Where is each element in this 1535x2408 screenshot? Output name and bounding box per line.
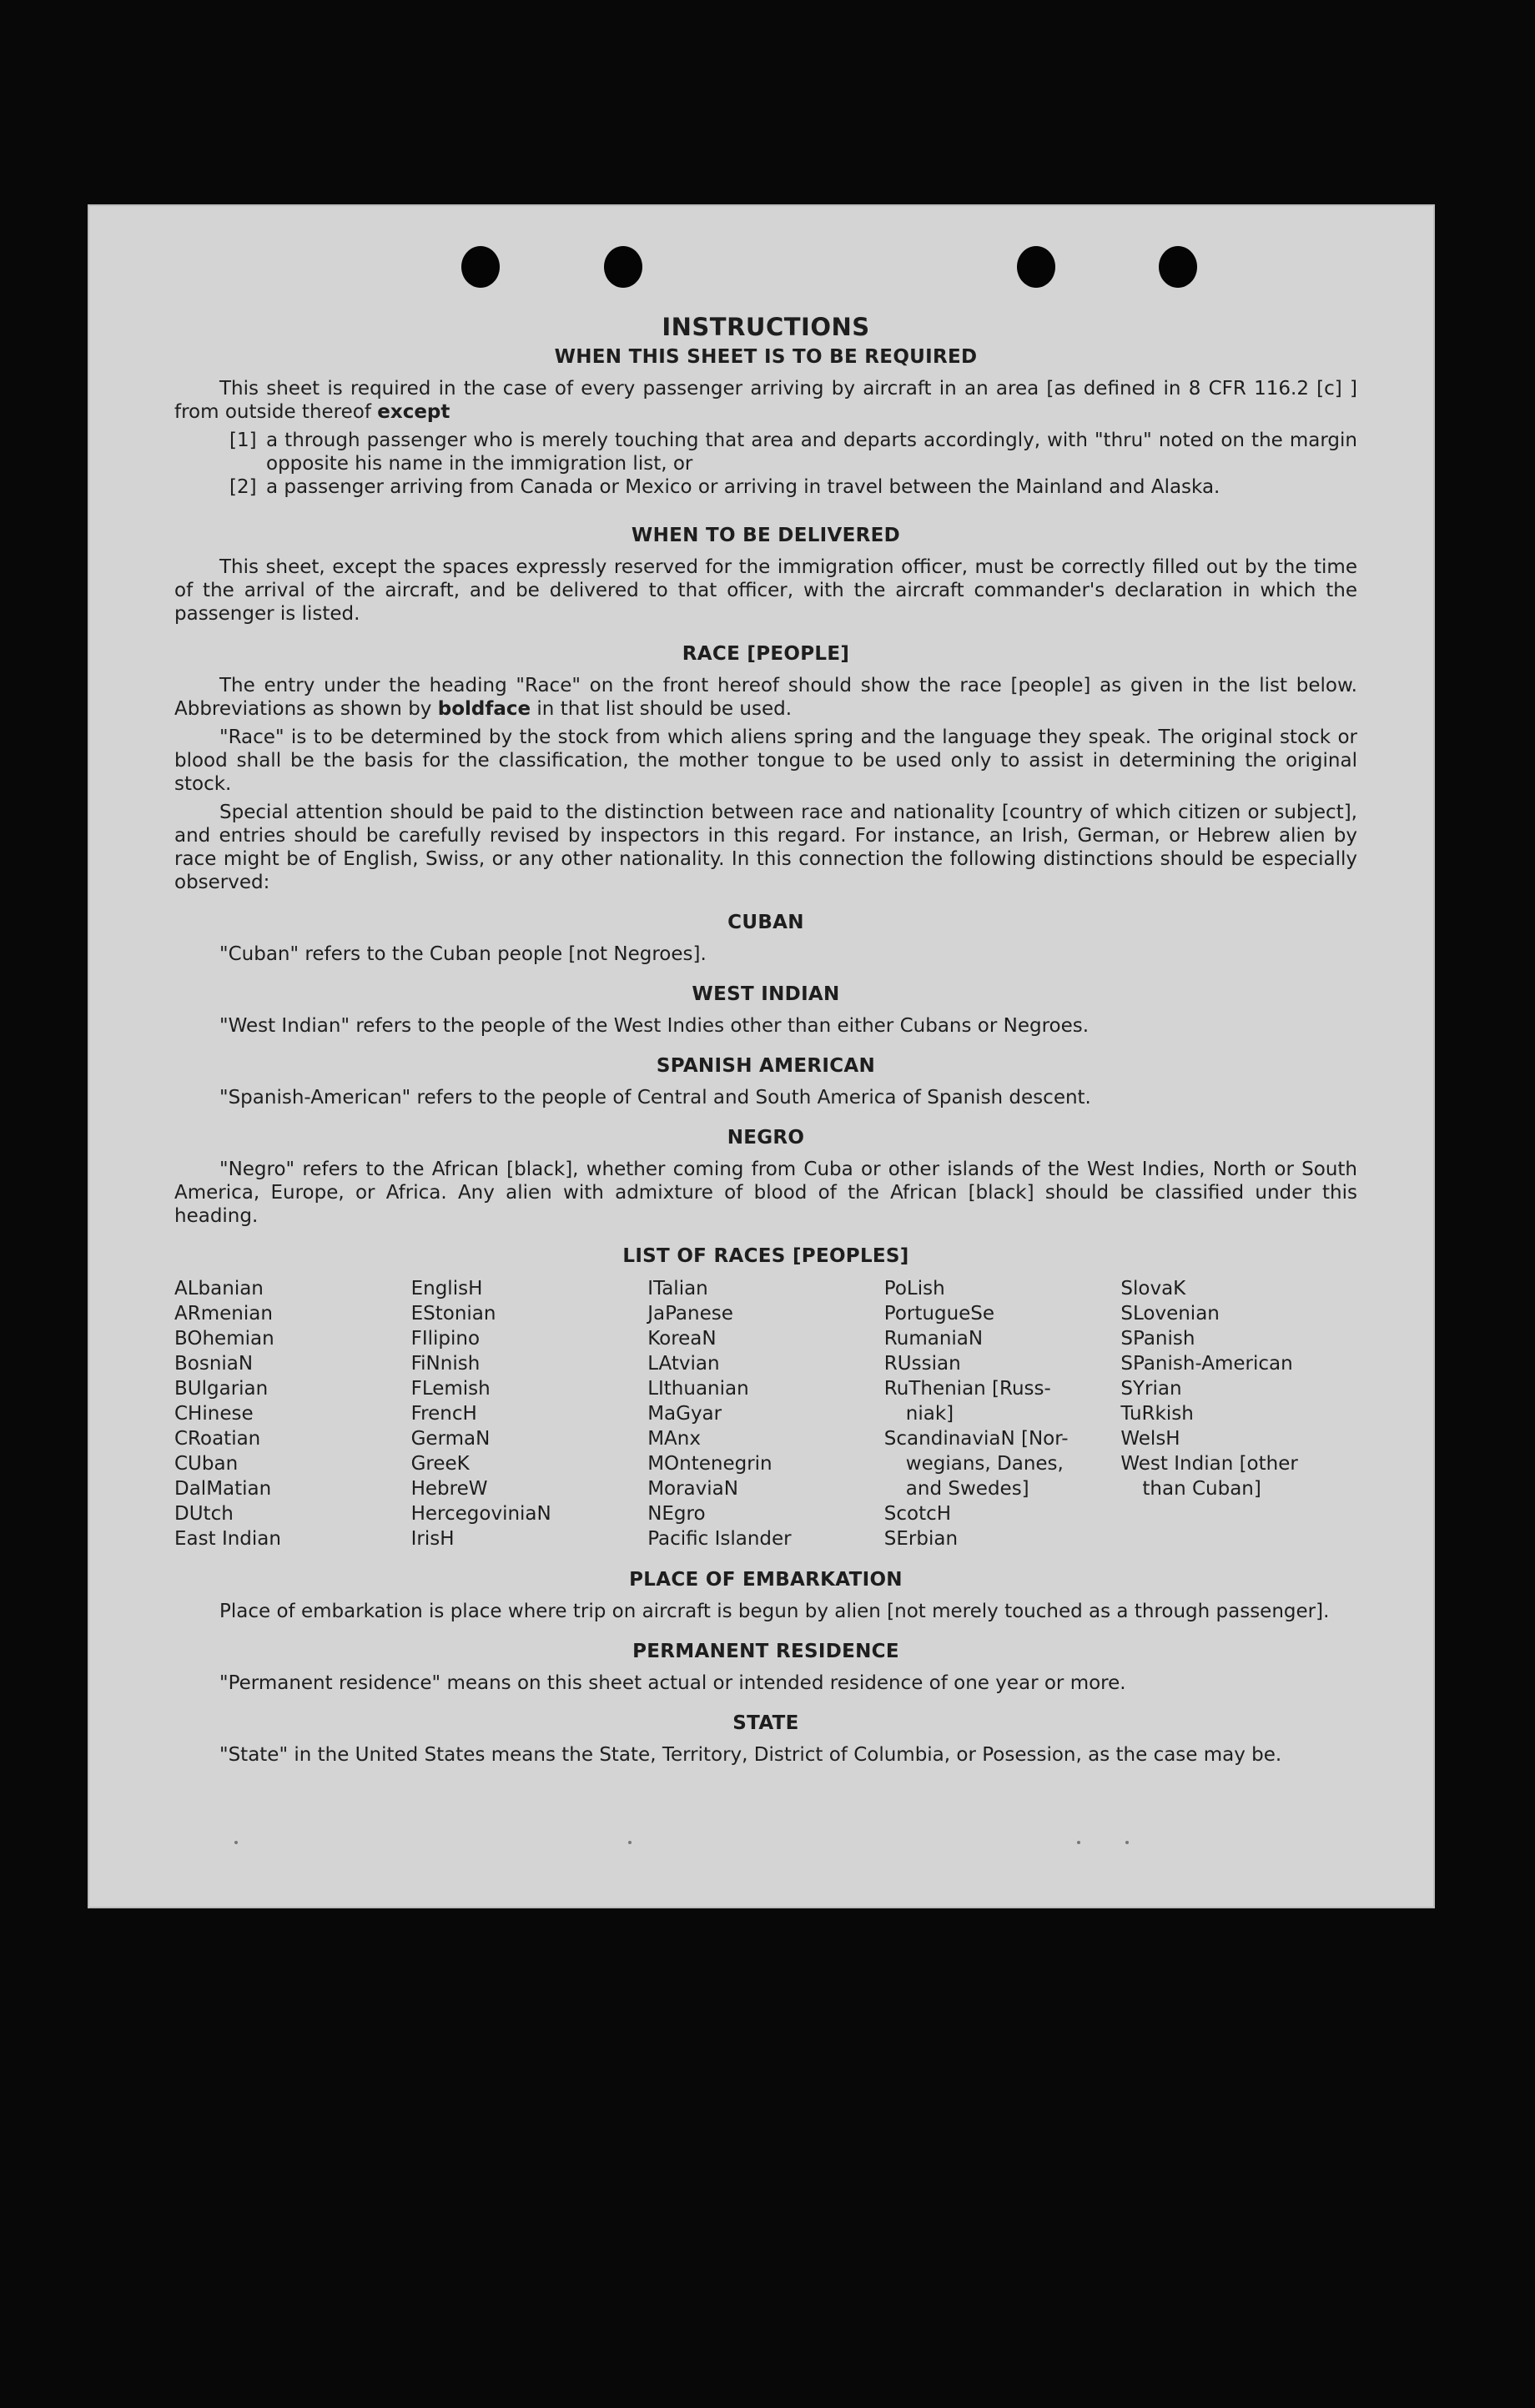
embarkation-text: Place of embarkation is place where trip on aircraft is begun by alien [not merely touched as a through passenger]. — [219, 1601, 1330, 1622]
race-item: DalMatian — [174, 1478, 272, 1500]
race-item: IrisH — [410, 1528, 455, 1550]
section-heading-list-of-races: LIST OF RACES [PEOPLES] — [622, 1245, 909, 1267]
race-item: CUban — [174, 1453, 239, 1475]
cuban-text: "Cuban" refers to the Cuban people [not Negroes]. — [219, 943, 707, 965]
section-heading-negro: NEGRO — [727, 1127, 805, 1149]
race-item: DUtch — [174, 1503, 234, 1525]
section-heading-when-required: WHEN THIS SHEET IS TO BE REQUIRED — [554, 346, 978, 368]
instructions-body — [174, 315, 1357, 1772]
race-item: WelsH — [1120, 1428, 1180, 1450]
race-column — [411, 1276, 648, 1551]
race-item: wegians, Danes, — [905, 1453, 1064, 1475]
section-heading-spanish-american: SPANISH AMERICAN — [656, 1055, 876, 1077]
section-heading-cuban: CUBAN — [727, 912, 804, 933]
race-item: MAnx — [647, 1428, 701, 1450]
race-item: East Indian — [174, 1528, 281, 1550]
race-item: ITalian — [647, 1278, 708, 1300]
race-item: HebreW — [410, 1478, 488, 1500]
race-item: SLovenian — [1120, 1303, 1220, 1325]
race-item: LAtvian — [647, 1353, 720, 1375]
section-heading-state: STATE — [732, 1712, 799, 1734]
document-page — [88, 204, 1435, 1908]
scan-speck — [234, 1841, 238, 1844]
race-item: SPanish — [1120, 1328, 1195, 1350]
race-item: FLemish — [410, 1378, 491, 1400]
race-item: ScotcH — [883, 1503, 952, 1525]
race-item: JaPanese — [647, 1303, 733, 1325]
race-column — [647, 1276, 884, 1551]
punch-hole — [604, 246, 642, 288]
race-item: BUlgarian — [174, 1378, 269, 1400]
race-item: EStonian — [410, 1303, 496, 1325]
except-label: except — [377, 401, 450, 423]
scan-speck — [1077, 1841, 1080, 1844]
race-item: EnglisH — [410, 1278, 483, 1300]
section-heading-race: RACE [PEOPLE] — [682, 643, 850, 665]
race-paragraph-3: Special attention should be paid to the distinction between race and nationality [country of which citizen or subject], and entries should be carefully revised by inspectors in this regard. For instance, an Irish, German, or Hebrew alien by race might be of English, Swiss, or any other nationality. In this connection the following distinctions should be especially observed: — [174, 802, 1357, 893]
race-column — [1120, 1276, 1357, 1551]
race-item: SlovaK — [1120, 1278, 1186, 1300]
when-delivered-text: This sheet, except the spaces expressly reserved for the immigration officer, must be correctly filled out by the time of the arrival of the aircraft, and be delivered to that officer, with the aircraft commander's declaration in which the passenger is listed. — [174, 556, 1357, 625]
scan-speck — [628, 1841, 632, 1844]
race-paragraph-2: "Race" is to be determined by the stock from which aliens spring and the language they speak. The original stock or blood shall be the basis for the classification, the mother tongue to be used only to assist in determining the original stock. — [174, 726, 1357, 795]
race-item: and Swedes] — [905, 1478, 1029, 1500]
punch-hole — [461, 246, 500, 288]
race-item: RumaniaN — [883, 1328, 984, 1350]
west-indian-text: "West Indian" refers to the people of the West Indies other than either Cubans or Negroes. — [219, 1015, 1090, 1037]
race-item: HercegoviniaN — [410, 1503, 551, 1525]
race-item: Pacific Islander — [647, 1528, 792, 1550]
exception-item: [2] a passenger arriving from Canada or Mexico or arriving in travel between the Mainland and Alaska. — [229, 476, 1220, 498]
race-item: NEgro — [647, 1503, 706, 1525]
residence-text: "Permanent residence" means on this sheet actual or intended residence of one year or more. — [219, 1672, 1126, 1694]
race-item: niak] — [905, 1403, 954, 1425]
state-text: "State" in the United States means the State, Territory, District of Columbia, or Posession, as the case may be. — [219, 1744, 1282, 1766]
race-item: KoreaN — [647, 1328, 717, 1350]
race-item: TuRkish — [1120, 1403, 1194, 1425]
race-item: SErbian — [883, 1528, 959, 1550]
race-item: RuThenian [Russ- — [883, 1378, 1051, 1400]
spanish-american-text: "Spanish-American" refers to the people of Central and South America of Spanish descent. — [219, 1087, 1091, 1108]
scan-speck — [1125, 1841, 1129, 1844]
race-item: FrencH — [410, 1403, 477, 1425]
race-column — [174, 1276, 411, 1551]
page-title: INSTRUCTIONS — [662, 313, 870, 341]
race-item: than Cuban] — [1142, 1478, 1261, 1500]
race-item: MOntenegrin — [647, 1453, 773, 1475]
race-paragraph-1: The entry under the heading "Race" on the front hereof should show the race [people] as given in the list below. Abbreviations as shown by boldface in that list should be used. — [174, 675, 1357, 720]
section-heading-embarkation: PLACE OF EMBARKATION — [629, 1569, 903, 1591]
race-column — [884, 1276, 1121, 1551]
race-item: GreeK — [410, 1453, 470, 1475]
exception-item: [1] a through passenger who is merely touching that area and departs accordingly, with "thru" noted on the margin opposite his name in the immigration list, or — [229, 430, 1357, 475]
race-item: West Indian [other — [1120, 1453, 1298, 1475]
race-item: CHinese — [174, 1403, 254, 1425]
race-item: LIthuanian — [647, 1378, 749, 1400]
punch-hole — [1017, 246, 1055, 288]
race-item: MoraviaN — [647, 1478, 738, 1500]
race-item: FiNnish — [410, 1353, 481, 1375]
punch-hole — [1159, 246, 1197, 288]
race-list — [174, 1276, 1357, 1551]
race-item: MaGyar — [647, 1403, 722, 1425]
race-item: BOhemian — [174, 1328, 274, 1350]
when-required-intro: This sheet is required in the case of every passenger arriving by aircraft in an area [as defined in 8 CFR 116.2 [c] ] from outside thereof except — [174, 378, 1357, 423]
race-item: FIlipino — [410, 1328, 481, 1350]
section-heading-permanent-residence: PERMANENT RESIDENCE — [632, 1641, 899, 1662]
race-item: ScandinaviaN [Nor- — [883, 1428, 1069, 1450]
race-item: PortugueSe — [883, 1303, 995, 1325]
race-item: RUssian — [883, 1353, 961, 1375]
race-item: ALbanian — [174, 1278, 264, 1300]
section-heading-when-delivered: WHEN TO BE DELIVERED — [631, 525, 901, 546]
negro-text: "Negro" refers to the African [black], whether coming from Cuba or other islands of the West Indies, North or South America, Europe, or Africa. Any alien with admixture of blood of the African [black] should be classified under this heading. — [174, 1159, 1357, 1227]
race-item: SYrian — [1120, 1378, 1182, 1400]
race-item: SPanish-American — [1120, 1353, 1293, 1375]
race-item: GermaN — [410, 1428, 491, 1450]
race-item: BosniaN — [174, 1353, 254, 1375]
section-heading-west-indian: WEST INDIAN — [692, 983, 840, 1005]
race-item: ARmenian — [174, 1303, 273, 1325]
race-item: PoLish — [883, 1278, 945, 1300]
race-item: CRoatian — [174, 1428, 261, 1450]
